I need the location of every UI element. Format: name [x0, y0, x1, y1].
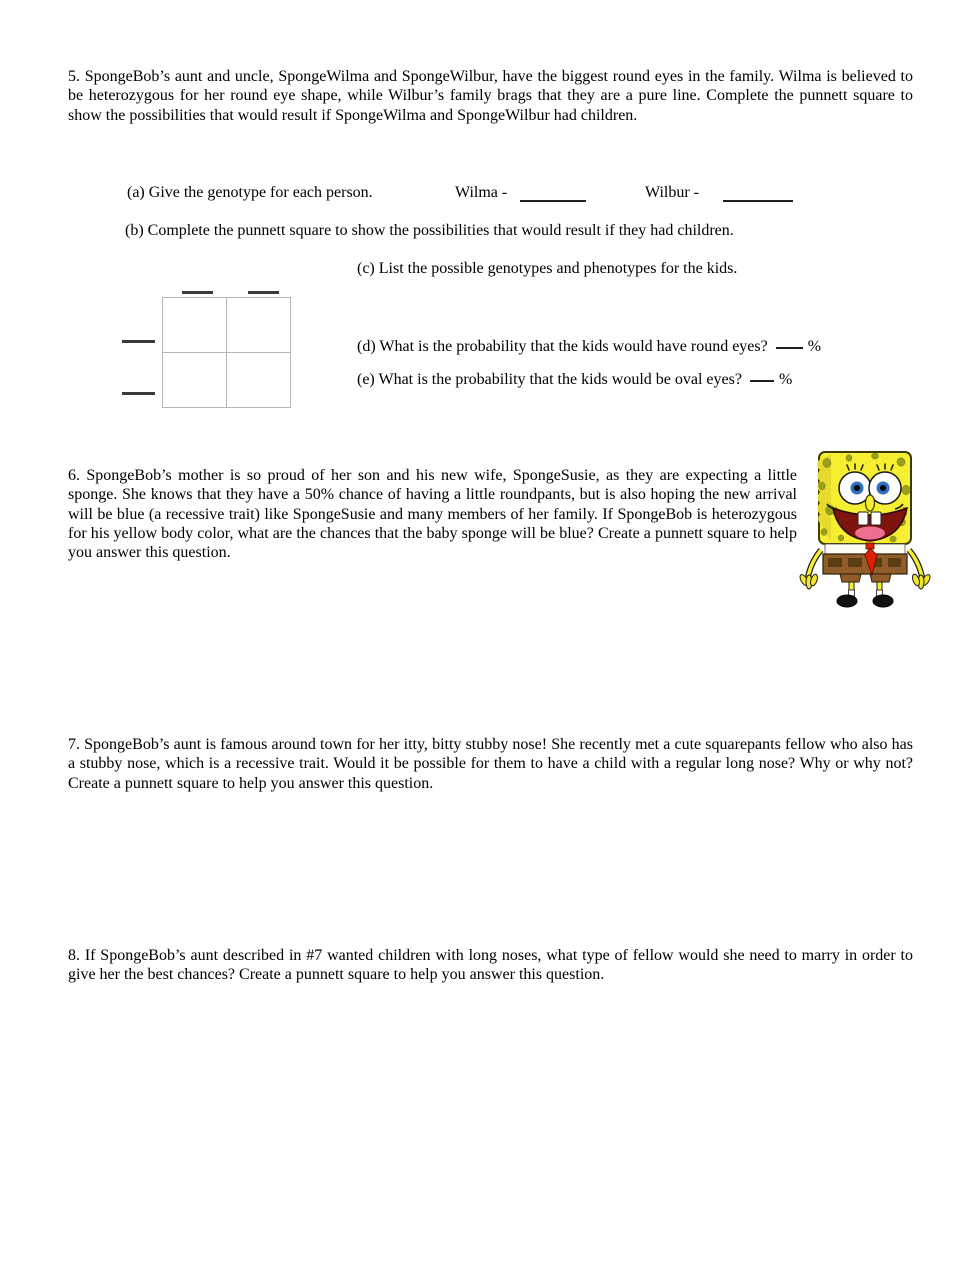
spongebob-svg — [797, 449, 933, 609]
wilma-genotype-blank[interactable] — [520, 200, 586, 202]
item-d-label: (d) What is the probability that the kids would have round eyes? — [357, 338, 768, 355]
punnett-cell[interactable] — [163, 353, 227, 408]
wilbur-genotype-blank[interactable] — [723, 200, 793, 202]
item-e-label: (e) What is the probability that the kids would be oval eyes? — [357, 371, 742, 388]
punnett-row-header-blank-2[interactable] — [122, 392, 155, 395]
item-b-label: (b) Complete the punnett square to show the possibilities that would result if they had children. — [125, 222, 734, 239]
wilbur-label: Wilbur - — [645, 184, 700, 201]
question-7-text: 7. SpongeBob’s aunt is famous around town for her itty, bitty stubby nose! She recently met a cute squarepants fellow who also has a stubby nose, which is a recessive trait. Would it be possible for them to have a child with a regular long nose? Why or why not? Create a punnett square to help you answer this question. — [68, 736, 913, 792]
oval-eyes-probability-blank[interactable] — [750, 380, 774, 382]
punnett-cell[interactable] — [163, 298, 227, 353]
item-e-line — [357, 371, 792, 389]
spongebob-image — [797, 449, 933, 609]
punnett-col-header-blank-1[interactable] — [182, 291, 213, 294]
punnett-square — [162, 297, 291, 408]
item-e-percent: % — [778, 371, 793, 388]
question-5-text: 5. SpongeBob’s aunt and uncle, SpongeWilma and SpongeWilbur, have the biggest round eyes in the family. Wilma is believed to be heterozygous for her round eye shape, while Wilbur’s family brags that they are a pure line. Complete the punnett square to show the possibilities that would result if SpongeWilma and SpongeWilbur had children. — [68, 68, 913, 124]
item-c-label: (c) List the possible genotypes and phenotypes for the kids. — [357, 260, 738, 277]
punnett-col-header-blank-2[interactable] — [248, 291, 279, 294]
item-a-label: (a) Give the genotype for each person. — [127, 184, 373, 201]
question-6-text: 6. SpongeBob’s mother is so proud of her son and his new wife, SpongeSusie, as they are expecting a little sponge. She knows that they have a 50% chance of having a little roundpants, but is also hoping the new arrival will be blue (a recessive trait) like SpongeSusie and many members of her family. If SpongeBob is heterozygous for his yellow body color, what are the chances that the baby sponge will be blue? Create a punnett square to help you answer this question. — [68, 467, 797, 562]
item-d-line — [357, 338, 821, 356]
round-eyes-probability-blank[interactable] — [776, 347, 803, 349]
item-d-percent: % — [807, 338, 822, 355]
punnett-row-header-blank-1[interactable] — [122, 340, 155, 343]
punnett-cell[interactable] — [227, 353, 291, 408]
wilma-label: Wilma - — [455, 184, 508, 201]
question-8-text: 8. If SpongeBob’s aunt described in #7 wanted children with long noses, what type of fellow would she need to marry in order to give her the best chances? Create a punnett square to help you answer this question. — [68, 947, 913, 984]
punnett-cell[interactable] — [227, 298, 291, 353]
